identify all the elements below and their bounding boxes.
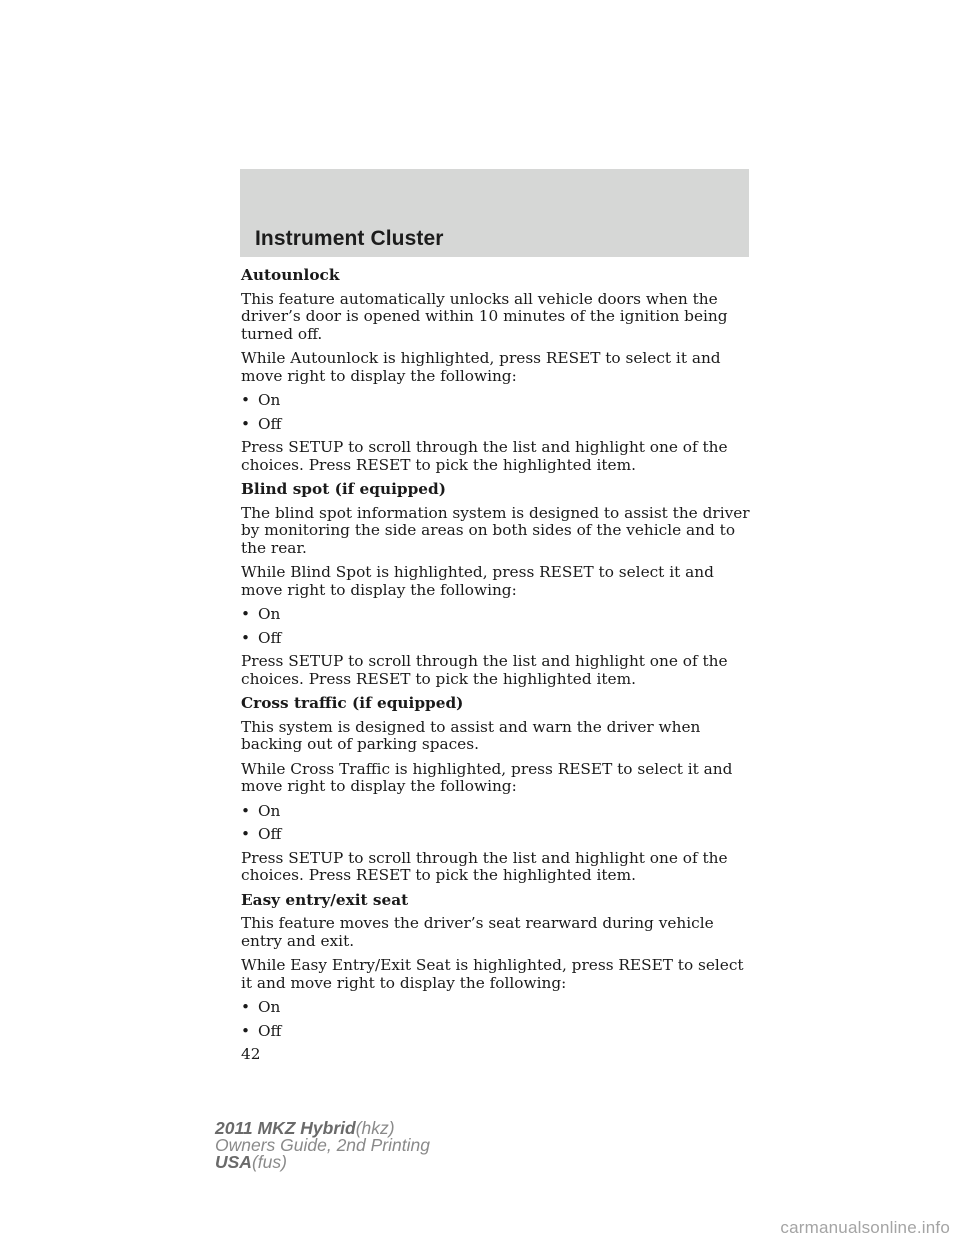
option-item xyxy=(241,416,753,434)
section-cross-traffic xyxy=(241,695,753,885)
option-list xyxy=(241,606,753,647)
section-heading: Autounlock xyxy=(241,266,340,284)
option-label: Off xyxy=(258,1021,282,1040)
section-description: This system is designed to assist and warn the driver when backing out of parking spaces. xyxy=(241,717,701,753)
section-instruction: While Easy Entry/Exit Seat is highlighted, press RESET to select it and move right to display the following: xyxy=(241,956,744,992)
page-content xyxy=(241,267,753,1064)
section-instruction: While Blind Spot is highlighted, press RESET to select it and move right to display the following: xyxy=(241,563,714,599)
option-item xyxy=(241,1023,753,1041)
bullet-icon: • xyxy=(241,414,251,433)
bullet-icon: • xyxy=(241,801,251,820)
option-label: On xyxy=(258,998,281,1016)
bullet-icon: • xyxy=(241,1021,251,1040)
section-heading: Blind spot (if equipped) xyxy=(241,480,446,498)
option-item xyxy=(241,803,753,821)
footer-line-2: Owners Guide, 2nd Printing xyxy=(215,1135,430,1155)
option-item xyxy=(241,630,753,648)
footer-line-3 xyxy=(215,1154,430,1171)
option-list xyxy=(241,803,753,844)
option-label: On xyxy=(258,801,281,820)
footer-market-code: (fus) xyxy=(251,1152,287,1172)
document-footer xyxy=(215,1120,430,1171)
section-description: This feature moves the driver’s seat rearward during vehicle entry and exit. xyxy=(241,914,714,950)
footer-model: 2011 MKZ Hybrid xyxy=(215,1118,356,1138)
option-label: Off xyxy=(258,825,282,843)
section-description: This feature automatically unlocks all vehicle doors when the driver’s door is opened within 10 minutes of the ignition being turned off. xyxy=(241,289,728,343)
bullet-icon: • xyxy=(241,998,251,1016)
bullet-icon: • xyxy=(241,605,251,623)
section-followup: Press SETUP to scroll through the list and highlight one of the choices. Press RESET to pick the highlighted item. xyxy=(241,652,728,688)
option-label: Off xyxy=(258,628,282,647)
bullet-icon: • xyxy=(241,825,251,843)
section-instruction: While Autounlock is highlighted, press RESET to select it and move right to display the following: xyxy=(241,349,721,385)
section-autounlock xyxy=(241,267,753,474)
section-blind-spot xyxy=(241,481,753,688)
section-followup: Press SETUP to scroll through the list and highlight one of the choices. Press RESET to pick the highlighted item. xyxy=(241,438,728,474)
footer-market: USA xyxy=(215,1152,252,1172)
section-header-band xyxy=(240,169,749,257)
section-easy-entry-exit xyxy=(241,892,753,1041)
option-label: Off xyxy=(258,414,282,433)
section-heading: Cross traffic (if equipped) xyxy=(241,694,464,712)
bullet-icon: • xyxy=(241,628,251,647)
section-heading: Easy entry/exit seat xyxy=(241,890,409,909)
option-item xyxy=(241,606,753,624)
bullet-icon: • xyxy=(241,391,251,409)
option-label: On xyxy=(258,391,281,409)
page-number: 42 xyxy=(241,1045,261,1063)
option-list xyxy=(241,999,753,1040)
option-item xyxy=(241,999,753,1017)
section-followup: Press SETUP to scroll through the list and highlight one of the choices. Press RESET to pick the highlighted item. xyxy=(241,848,728,884)
section-title: Instrument Cluster xyxy=(255,227,444,250)
footer-model-code: (hkz) xyxy=(355,1118,395,1138)
option-item xyxy=(241,392,753,410)
site-watermark: carmanualsonline.info xyxy=(780,1218,950,1237)
option-list xyxy=(241,392,753,433)
section-description: The blind spot information system is designed to assist the driver by monitoring the side areas on both sides of the vehicle and to the rear. xyxy=(241,503,750,557)
section-instruction: While Cross Traffic is highlighted, press RESET to select it and move right to display the following: xyxy=(241,759,733,795)
option-item xyxy=(241,826,753,844)
option-label: On xyxy=(258,605,281,623)
